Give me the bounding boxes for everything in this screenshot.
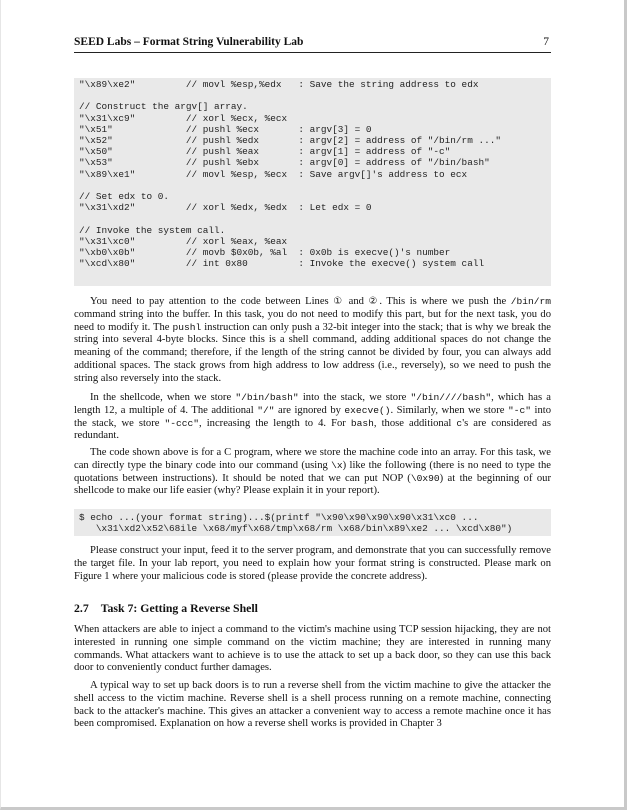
inline-code: "/bin////bash"	[410, 392, 492, 403]
section-title: Task 7: Getting a Reverse Shell	[100, 601, 258, 615]
inline-code: execve()	[344, 404, 391, 416]
inline-code: "-c"	[507, 404, 531, 416]
paragraph-bin-bash: In the shellcode, when we store "/bin/bash" into the stack, we store "/bin////bash", which has a length 12, a multiple of 4. The additional "/" are ignored by execve(). Similarly, when we store "-c" into the stack, we store "-ccc", increasing the length to 4. For bash, those additional c's are considered as redundant.	[74, 392, 551, 442]
page-number: 7	[543, 36, 549, 48]
paragraph-binary-code: The code shown above is for a C program, where we store the machine code into an array. For this task, we can directly type the binary code into our command (using \x) like the following (there is no need to type the quotations between instructions). It should be noted that we can put NOP (\0x90) at the beginning of our shellcode to make our life easier (why? Please explain it in your report).	[74, 447, 551, 497]
paragraph-push-string: You need to pay attention to the code between Lines ① and ②. This is where we push the /bin/rm command string into the buffer. In this task, you do not need to modify this part, but for the next task, you do need to modify it. The pushl instruction can only push a 32-bit integer into the stack; that is why we break the string into several 4-byte blocks. Since this is a shell command, adding additional spaces do not change the meaning of the command; therefore, if the length of the string cannot be divided by four, you can always add additional spaces. The stack grows from high address to low address (i.e., reversely), so we need to push the string also reversely into the stack.	[74, 296, 551, 384]
page-header	[74, 36, 551, 53]
shellcode-listing: "\x89\xe2" // movl %esp,%edx : Save the string address to edx // Construct the argv[] array. "\x31\xc9" // xorl %ecx, %ecx "\x51" // pushl %ecx : argv[3] = 0 "\x52" // pushl %edx : argv[2] = address of "/bin/rm ..." "\x50" // pushl %eax : argv[1] = address of "-c" "\x53" // pushl %ebx : argv[0] = address of "/bin/bash" "\x89\xe1" // movl %esp, %ecx : Save argv[]'s address to ecx // Set edx to 0. "\x31\xd2" // xorl %edx, %edx : Let edx = 0 // Invoke the system call. "\x31\xc0" // xorl %eax, %eax "\xb0\x0b" // movb $0x0b, %al : 0x0b is execve()'s number "\xcd\x80" // int 0x80 : Invoke the execve() system call	[74, 78, 551, 286]
inline-code: bash	[350, 417, 374, 429]
paragraph-reverse-shell: A typical way to set up back doors is to run a reverse shell from the victim machine to give the attacker the shell access to the victim machine. Reverse shell is a shell process running on a remote machine, connecting back to the attacker's machine. This gives an attacker a convenient way to access a remote machine once it has been compromised. Explanation on how a reverse shell works is provided in Chapter 3	[74, 680, 551, 730]
inline-code: \0x90	[410, 472, 440, 484]
line-marker-2: ②	[368, 296, 380, 307]
section-number: 2.7	[74, 601, 89, 615]
echo-command-listing: $ echo ...(your format string)...$(printf "\x90\x90\x90\x90\x31\xc0 ... \x31\xd2\x52\68ile \x68/myf\x68/tmp\x68/rm \x68/bin\x89\xe2 ... \xcd\x80")	[74, 509, 551, 536]
inline-code: \x	[331, 459, 343, 471]
paragraph-attackers: When attackers are able to inject a command to the victim's machine using TCP session hijacking, they are not interested in running one simple command on the victim machine; they are interested in running many commands. What attackers want to achieve is to use the attack to set up a back door, so they can use this back door to conveniently conduct further damages.	[74, 624, 551, 674]
inline-code: c	[456, 417, 463, 429]
inline-code: "/bin/bash"	[235, 392, 299, 403]
paragraph-construct-input: Please construct your input, feed it to the server program, and demonstrate that you can successfully remove the target file. In your lab report, you need to explain how your format string is constructed. Please mark on Figure 1 where your malicious code is stored (please provide the concrete address).	[74, 545, 551, 582]
line-marker-1: ①	[333, 296, 345, 307]
inline-code: "-ccc"	[164, 417, 200, 429]
section-heading	[74, 601, 258, 616]
inline-code: /bin/rm	[510, 296, 551, 307]
inline-code: pushl	[172, 321, 202, 333]
header-title: SEED Labs – Format String Vulnerability Lab	[74, 36, 304, 48]
inline-code: "/"	[257, 404, 275, 416]
